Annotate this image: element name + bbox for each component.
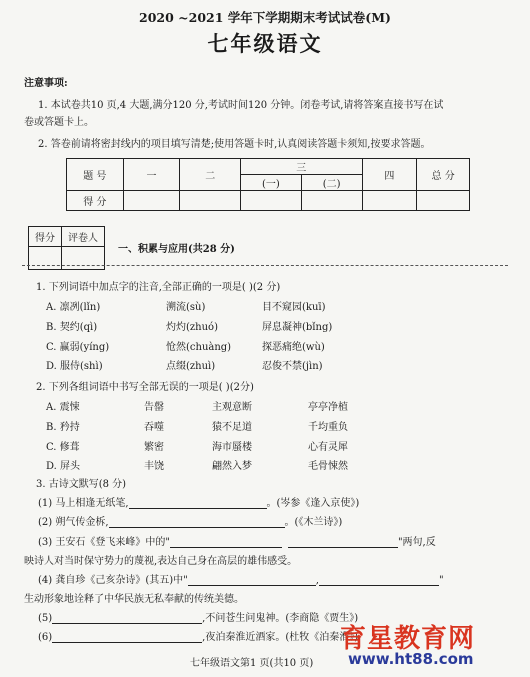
q1-option-c3: 探恶痛绝(wù): [262, 342, 325, 353]
q1-stem: 1. 下列词语中加点字的注音,全部正确的一项是( )(2 分): [36, 282, 281, 293]
q1-option-a1: A. 凛冽(lǐn): [46, 302, 101, 313]
q2-option-c3: 海市蜃楼: [212, 442, 252, 453]
grader-box: [28, 226, 105, 270]
q3-line6: [38, 628, 358, 643]
answer-blank[interactable]: [319, 574, 439, 586]
q3-line3-end: "两句,反: [397, 537, 436, 548]
q3-line4: [38, 571, 444, 586]
divider: [22, 265, 508, 266]
q1-option-c1: C. 赢弱(yíng): [46, 342, 110, 353]
score-blank-cell[interactable]: [241, 191, 302, 211]
q2-option-d2: 丰饶: [144, 461, 164, 472]
q2-stem: 2. 下列各组词语中书写全部无误的一项是( )(2分): [36, 382, 254, 393]
q2-option-d1: D. 屏头: [46, 461, 81, 472]
q2-option-c1: C. 修葺: [46, 442, 80, 453]
q2-option-c2: 繁密: [144, 442, 164, 453]
score-blank-cell[interactable]: [417, 191, 470, 211]
q3-line1: [38, 494, 359, 509]
q2-option-a1: A. 震悚: [46, 402, 80, 413]
score-header-cell: 总 分: [417, 159, 470, 191]
q1-option-d3: 忍俊不禁(jìn): [262, 361, 323, 372]
answer-blank[interactable]: [170, 536, 282, 548]
score-blank-cell[interactable]: [123, 191, 180, 211]
score-header-cell: 一: [123, 159, 180, 191]
answer-blank[interactable]: [52, 612, 202, 624]
q1-option-a3: 目不窥园(kuī): [262, 302, 326, 313]
q3-line2-text: (2) 朔气传金柝,: [38, 517, 109, 528]
q2-option-b4: 千均重负: [308, 422, 348, 433]
page-footer: 七年级语文第1 页(共10 页): [190, 658, 314, 669]
q2-option-b1: B. 矜持: [46, 422, 80, 433]
q3-line5-source: ,不问苍生问鬼神。(李商隐《贾生》): [202, 613, 359, 624]
q3-line3-continued: 映诗人对当时保守势力的蔑视,表达自己身在高层的雄伟感受。: [24, 556, 298, 567]
subject-title: 七年级语文: [207, 31, 323, 56]
score-header-cell: 三: [241, 159, 362, 175]
q3-line4-quote: ": [438, 575, 444, 586]
watermark-brand: 育星教育网: [340, 624, 476, 654]
q2-option-a4: 亭亭净植: [308, 402, 348, 413]
grader-score-label: 得分: [29, 227, 62, 247]
score-header-cell: 题 号: [67, 159, 124, 191]
notes-heading: 注意事项:: [24, 78, 68, 89]
q1-option-b1: B. 契约(qì): [46, 322, 98, 333]
q2-option-b2: 吞噬: [144, 422, 164, 433]
answer-blank[interactable]: [288, 536, 398, 548]
score-row-label: 得 分: [67, 191, 124, 211]
q2-option-a2: 告罄: [144, 402, 164, 413]
q2-option-b3: 猿不足道: [212, 422, 252, 433]
q1-option-a2: 溯流(sù): [166, 302, 206, 313]
q3-line2-source: 。(《木兰诗》): [284, 517, 343, 528]
answer-blank[interactable]: [129, 497, 267, 509]
exam-title: 2020 ~2021 学年下学期期末考试试卷(M): [139, 10, 391, 25]
score-sub-cell: (二): [301, 175, 362, 191]
q3-line6-num: (6): [38, 632, 53, 643]
q1-option-d1: D. 服侍(shì): [46, 361, 103, 372]
q1-option-b2: 灼灼(zhuó): [166, 322, 218, 333]
answer-blank[interactable]: [52, 631, 202, 643]
section1-title: 一、积累与应用(共28 分): [118, 244, 235, 255]
q3-line4-continued: 生动形象地诠释了中华民族无私奉献的传统美德。: [24, 594, 244, 605]
q3-stem: 3. 古诗文默写(8 分): [36, 479, 127, 490]
notes-item1-line1: 1. 本试卷共10 页,4 大题,满分120 分,考试时间120 分钟。闭卷考试,请将答案直接书写在试: [38, 100, 444, 111]
q3-line1-text: (1) 马上相逢无纸笔,: [38, 498, 129, 509]
score-blank-cell[interactable]: [301, 191, 362, 211]
answer-blank[interactable]: [109, 516, 285, 528]
grader-name-blank[interactable]: [62, 247, 105, 270]
q3-line5: [38, 609, 358, 624]
grader-score-blank[interactable]: [29, 247, 62, 270]
score-table: [66, 158, 470, 211]
q3-line4-text: (4) 龚自珍《己亥杂诗》(其五)中": [38, 575, 188, 586]
answer-blank[interactable]: [188, 574, 316, 586]
q3-line3: [38, 533, 436, 548]
grader-name-label: 评卷人: [62, 227, 105, 247]
score-sub-cell: (一): [241, 175, 302, 191]
q2-option-a3: 主观意断: [212, 402, 252, 413]
score-header-cell: 二: [180, 159, 241, 191]
q3-line3-text: (3) 王安石《登飞来峰》中的": [38, 537, 170, 548]
q3-line2: [38, 513, 342, 528]
q2-option-d3: 翩然入梦: [212, 461, 252, 472]
q3-line6-source: ,夜泊秦淮近酒家。(杜牧《泊秦淮》): [202, 632, 359, 643]
q3-line4-comma: ,: [315, 575, 319, 586]
q3-line5-num: (5): [38, 613, 53, 624]
q1-option-b3: 屏息凝神(bǐng): [262, 322, 333, 333]
notes-item1-line2: 卷或答题卡上。: [24, 117, 94, 128]
q1-option-c2: 怆然(chuàng): [166, 342, 232, 353]
watermark-url: www.ht88.com: [348, 650, 474, 668]
q1-option-d2: 点缀(zhuì): [166, 361, 216, 372]
score-blank-cell[interactable]: [362, 191, 417, 211]
q3-line1-source: 。(岑参《逢入京使》): [266, 498, 360, 509]
q2-option-d4: 毛骨悚然: [308, 461, 348, 472]
score-header-cell: 四: [362, 159, 417, 191]
q2-option-c4: 心有灵犀: [308, 442, 348, 453]
notes-item2: 2. 答卷前请将密封线内的项目填写清楚;使用答题卡时,认真阅读答题卡须知,按要求答题。: [38, 139, 431, 150]
score-blank-cell[interactable]: [180, 191, 241, 211]
